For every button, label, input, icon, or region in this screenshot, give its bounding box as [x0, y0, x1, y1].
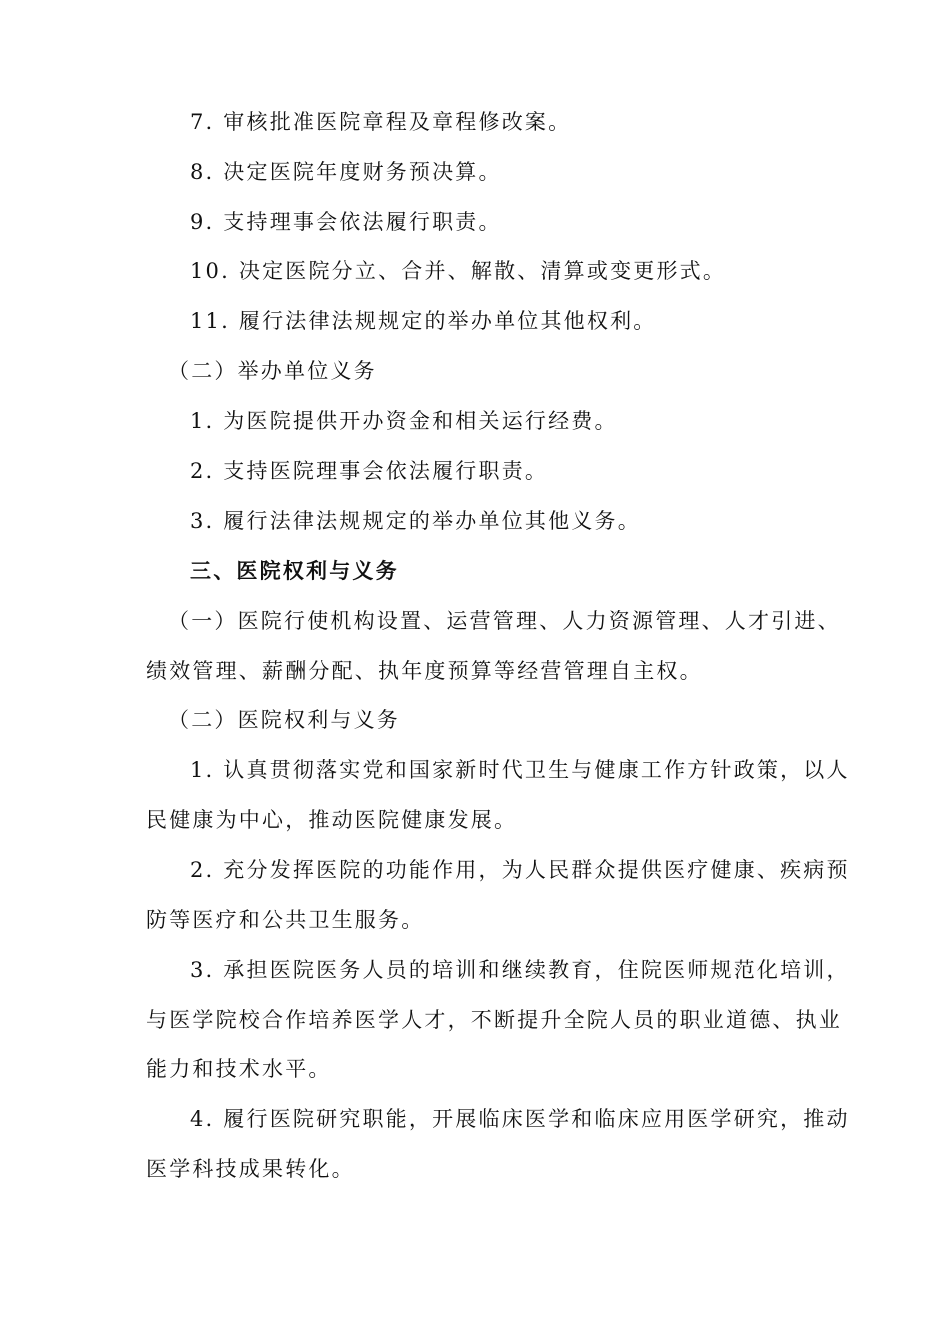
rights-item-2-line-2: 防等医疗和公共卫生服务。 [146, 908, 425, 932]
rights-item-2-line-1: 2. 充分发挥医院的功能作用，为人民群众提供医疗健康、疾病预 [190, 858, 850, 882]
item-7: 7. 审核批准医院章程及章程修改案。 [190, 110, 572, 134]
paragraph-autonomy-line-1: （一）医院行使机构设置、运营管理、人力资源管理、人才引进、 [168, 609, 841, 633]
item-10: 10. 决定医院分立、合并、解散、清算或变更形式。 [190, 259, 727, 283]
rights-item-3-line-1: 3. 承担医院医务人员的培训和继续教育，住院医师规范化培训， [190, 958, 850, 982]
rights-item-4-line-1: 4. 履行医院研究职能，开展临床医学和临床应用医学研究，推动 [190, 1107, 850, 1131]
obligation-item-2: 2. 支持医院理事会依法履行职责。 [190, 459, 549, 483]
obligation-item-1: 1. 为医院提供开办资金和相关运行经费。 [190, 409, 618, 433]
subsection-heading-sponsor-obligations: （二）举办单位义务 [168, 359, 377, 383]
rights-item-3-line-2: 与医学院校合作培养医学人才，不断提升全院人员的职业道德、执业 [146, 1008, 842, 1032]
item-11: 11. 履行法律法规规定的举办单位其他权利。 [190, 309, 657, 333]
rights-item-3-line-3: 能力和技术水平。 [146, 1057, 332, 1081]
rights-item-4-line-2: 医学科技成果转化。 [146, 1157, 355, 1181]
rights-item-1-line-1: 1. 认真贯彻落实党和国家新时代卫生与健康工作方针政策，以人 [190, 758, 850, 782]
section-heading-hospital-rights: 三、医院权利与义务 [190, 558, 399, 583]
subsection-heading-hospital-rights: （二）医院权利与义务 [168, 708, 400, 732]
paragraph-autonomy-line-2: 绩效管理、薪酬分配、执年度预算等经营管理自主权。 [146, 659, 703, 683]
item-8: 8. 决定医院年度财务预决算。 [190, 160, 502, 184]
item-9: 9. 支持理事会依法履行职责。 [190, 210, 502, 234]
rights-item-1-line-2: 民健康为中心，推动医院健康发展。 [146, 808, 518, 832]
obligation-item-3: 3. 履行法律法规规定的举办单位其他义务。 [190, 509, 641, 533]
